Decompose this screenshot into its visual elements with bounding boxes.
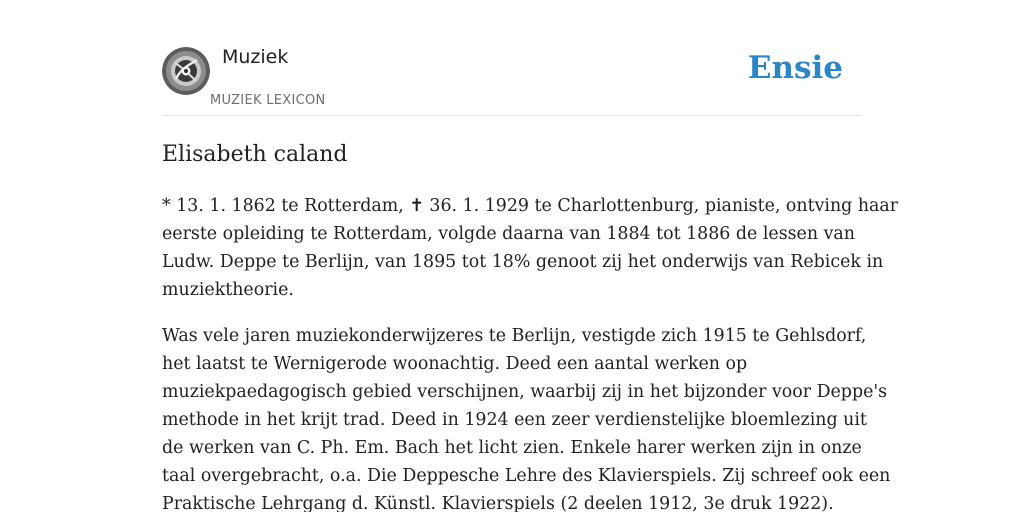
- source-logo-icon[interactable]: [162, 47, 210, 95]
- paragraph-line: de werken van C. Ph. Em. Bach het licht zien. Enkele harer werken zijn in onze: [162, 438, 862, 458]
- paragraph-line: Was vele jaren muziekonderwijzeres te Berlijn, vestigde zich 1915 te Gehlsdorf,: [162, 326, 867, 346]
- paragraph-line: muziektheorie.: [162, 280, 294, 300]
- article-paragraph-1: [162, 192, 899, 304]
- source-title-link[interactable]: Muziek: [222, 46, 289, 68]
- article-paragraph-2: [162, 322, 891, 512]
- article: [162, 140, 899, 512]
- brand-logo-link[interactable]: Ensie: [747, 50, 843, 86]
- paragraph-line: Praktische Lehrgang d. Künstl. Klavierspiels (2 deelen 1912, 3e druk 1922).: [162, 494, 834, 512]
- paragraph-line: het laatst te Wernigerode woonachtig. Deed een aantal werken op: [162, 354, 748, 374]
- paragraph-line: methode in het krijt trad. Deed in 1924 een zeer verdienstelijke bloemlezing uit: [162, 410, 867, 430]
- source-header: [162, 0, 862, 116]
- paragraph-line: Ludw. Deppe te Berlijn, van 1895 tot 18% genoot zij het onderwijs van Rebicek in: [162, 252, 884, 272]
- article-body: [162, 192, 899, 512]
- paragraph-line: taal overgebracht, o.a. Die Deppesche Lehre des Klavierspiels. Zij schreef ook een: [162, 466, 891, 486]
- paragraph-line: * 13. 1. 1862 te Rotterdam, ✝ 36. 1. 1929 te Charlottenburg, pianiste, ontving haar: [162, 196, 899, 216]
- paragraph-line: eerste opleiding te Rotterdam, volgde daarna van 1884 tot 1886 de lessen van: [162, 224, 855, 244]
- source-subtitle: MUZIEK LEXICON: [210, 93, 326, 108]
- paragraph-line: muziekpaedagogisch gebied verschijnen, waarbij zij in het bijzonder voor Deppe's: [162, 382, 888, 402]
- article-title: Elisabeth caland: [162, 142, 348, 167]
